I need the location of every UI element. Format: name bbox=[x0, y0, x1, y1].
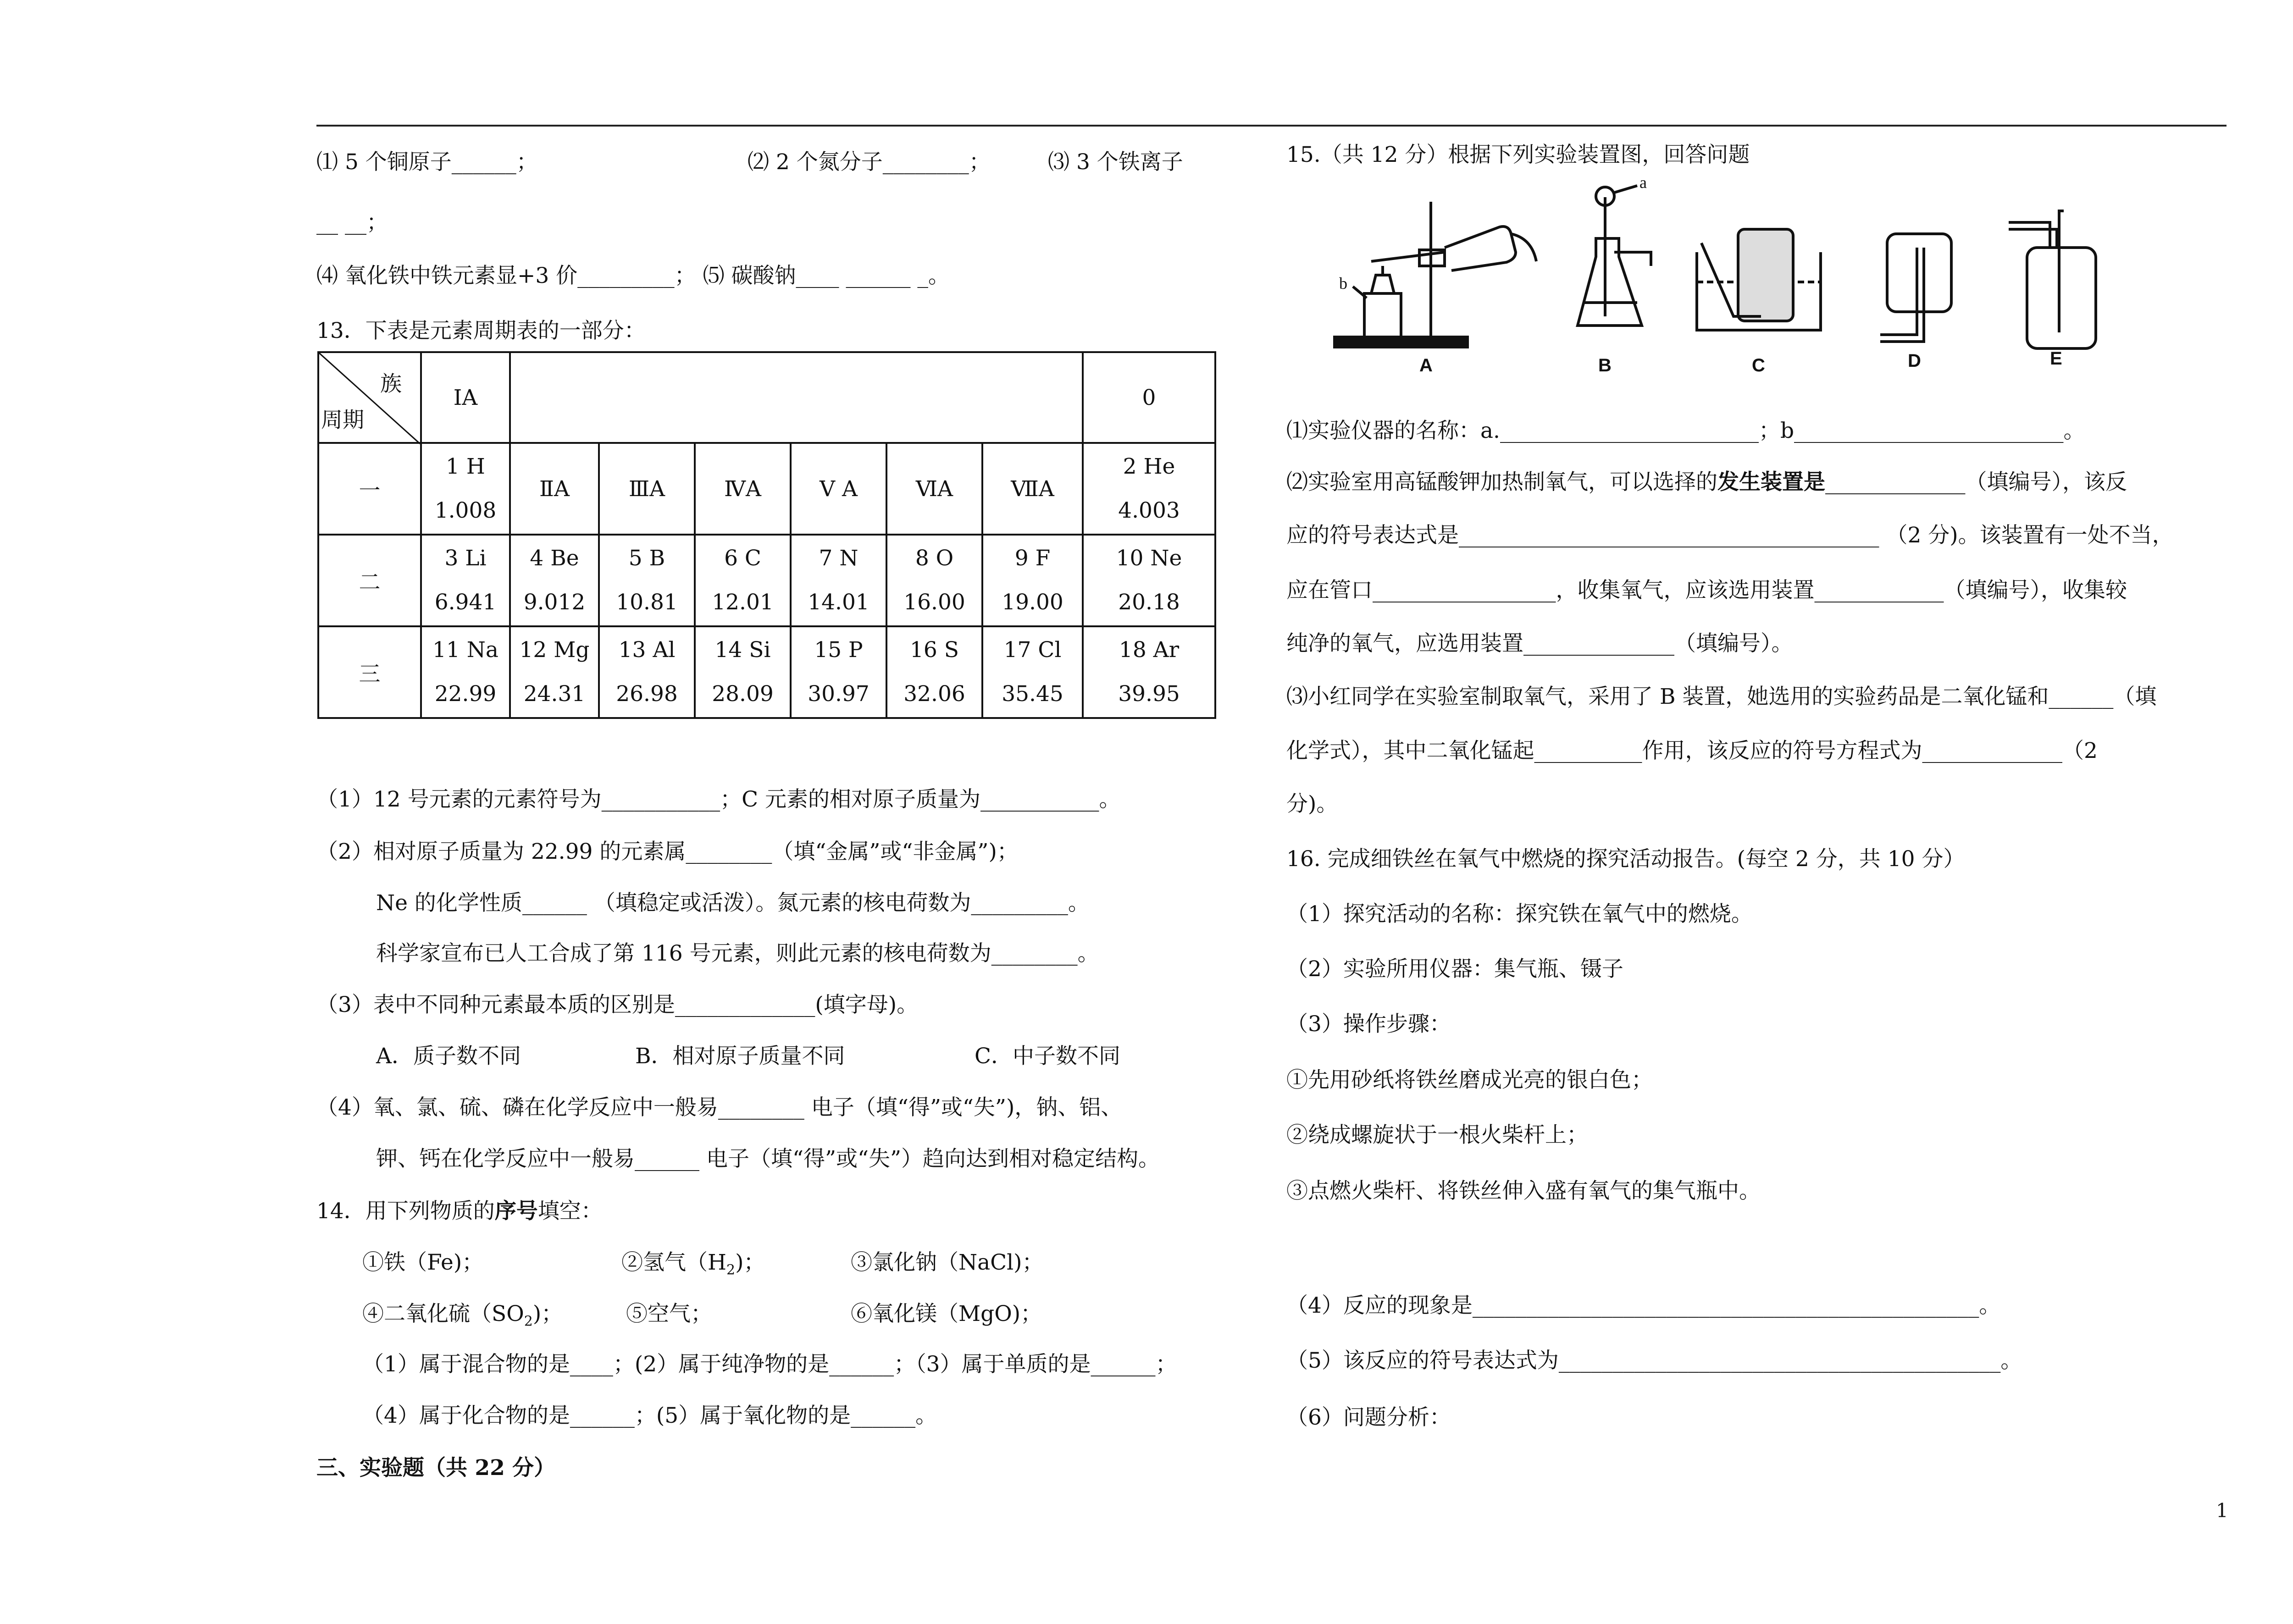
label-d: D bbox=[1908, 351, 1921, 371]
element-mass: 19.00 bbox=[1002, 590, 1063, 615]
element-cell bbox=[886, 535, 982, 626]
element-cell bbox=[791, 535, 886, 626]
q15-part3a: ⑶小红同学在实验室制取氧气，采用了 B 装置，她选用的实验药品是二氧化锰和______（填 bbox=[1286, 684, 2157, 709]
q14-item-4 bbox=[362, 1301, 563, 1334]
q15-part2d: 纯净的氧气，应选用装置______________（填编号）。 bbox=[1286, 631, 1793, 656]
element-cell bbox=[886, 626, 982, 718]
q12-line3: ⑷ 氧化铁中铁元素显+3 价_________； ⑸ 碳酸钠____ ______ _。 bbox=[316, 263, 950, 288]
q13-option-a: A．质子数不同 bbox=[376, 1044, 521, 1069]
element-symbol: 13 Al bbox=[618, 637, 676, 663]
label-b-lower: b bbox=[1339, 274, 1347, 293]
q15-part1: ⑴实验仪器的名称：a.________________________；b_________________________。 bbox=[1286, 418, 2085, 443]
element-mass: 26.98 bbox=[616, 681, 678, 707]
he-symbol: 2 He bbox=[1123, 454, 1175, 479]
element-symbol: 14 Si bbox=[714, 637, 771, 663]
q14-item-4-text: ④二氧化硫（SO bbox=[362, 1301, 524, 1326]
group-2a: ⅡA bbox=[510, 443, 599, 535]
q12-line1a: ⑴ 5 个铜原子______； bbox=[316, 149, 538, 175]
element-cell bbox=[599, 626, 695, 718]
q16-part3: （3）操作步骤： bbox=[1286, 1011, 1451, 1037]
q15-part3b: 化学式），其中二氧化锰起__________作用，该反应的符号方程式为_____________（2 bbox=[1286, 738, 2098, 763]
q13-title: 13．下表是元素周期表的一部分： bbox=[316, 318, 646, 343]
q15-part2a-text: ⑵实验室用高锰酸钾加热制氧气，可以选择的 bbox=[1286, 470, 1717, 495]
q16-step2: ②绕成螺旋状于一根火柴杆上； bbox=[1286, 1122, 1588, 1148]
header-zu: 族 bbox=[380, 371, 402, 397]
element-mass: 9.012 bbox=[523, 590, 586, 615]
element-symbol: 11 Na bbox=[432, 637, 498, 663]
cell-he bbox=[1083, 443, 1215, 535]
table-corner bbox=[318, 352, 421, 443]
q14-item-4-end: )； bbox=[532, 1301, 563, 1326]
q14-item-4-sub: 2 bbox=[524, 1313, 533, 1330]
q12-line2: __ __； bbox=[316, 210, 388, 235]
element-cell bbox=[695, 626, 791, 718]
element-cell bbox=[421, 535, 510, 626]
element-symbol: 7 N bbox=[819, 546, 858, 571]
apparatus-a bbox=[1335, 202, 1536, 347]
element-mass: 10.81 bbox=[616, 590, 678, 615]
element-cell bbox=[791, 626, 886, 718]
group-5a: Ⅴ A bbox=[791, 443, 886, 535]
element-symbol: 8 O bbox=[915, 546, 954, 571]
element-cell bbox=[695, 535, 791, 626]
element-cell bbox=[1083, 535, 1215, 626]
q16-step1: ①先用砂纸将铁丝磨成光亮的银白色； bbox=[1286, 1067, 1653, 1093]
q16-part1: （1）探究活动的名称：探究铁在氧气中的燃烧。 bbox=[1286, 901, 1753, 927]
element-cell bbox=[510, 626, 599, 718]
q12-line1b: ⑵ 2 个氮分子________； bbox=[748, 149, 991, 175]
q13-part1: （1）12 号元素的元素符号为___________；C 元素的相对原子质量为___________。 bbox=[316, 787, 1121, 812]
element-mass: 20.18 bbox=[1118, 590, 1180, 615]
element-symbol: 16 S bbox=[910, 637, 959, 663]
q14-item-2 bbox=[621, 1250, 765, 1283]
q14-questions-1: （1）属于混合物的是____；(2）属于纯净物的是______；（3）属于单质的是______； bbox=[362, 1352, 1177, 1377]
element-mass: 24.31 bbox=[523, 681, 586, 707]
q14-item-2-end: )； bbox=[735, 1250, 765, 1275]
group-3a: ⅢA bbox=[599, 443, 695, 535]
element-mass: 30.97 bbox=[808, 681, 870, 707]
apparatus-figure bbox=[1321, 173, 2100, 376]
element-mass: 6.941 bbox=[434, 590, 497, 615]
q12-line1c: ⑶ 3 个铁离子 bbox=[1048, 149, 1183, 175]
element-cell bbox=[982, 535, 1083, 626]
header-0: 0 bbox=[1083, 352, 1215, 443]
periodic-table bbox=[317, 351, 1216, 719]
q14-item-3: ③氯化钠（NaCl)； bbox=[851, 1250, 1044, 1275]
header-blank bbox=[510, 352, 1083, 443]
element-symbol: 3 Li bbox=[444, 546, 487, 571]
element-mass: 28.09 bbox=[712, 681, 774, 707]
section-3-heading: 三、实验题（共 22 分） bbox=[316, 1455, 556, 1480]
q15-part2a-end: _____________（填编号），该反 bbox=[1825, 470, 2127, 495]
he-mass: 4.003 bbox=[1118, 498, 1180, 523]
q15-part2b: 应的符号表达式是_______________________________________ （2 分)。该装置有一处不当， bbox=[1286, 523, 2174, 548]
label-c: C bbox=[1752, 355, 1765, 376]
group-6a: ⅥA bbox=[886, 443, 982, 535]
element-mass: 35.45 bbox=[1002, 681, 1063, 707]
q14-item-5: ⑤空气； bbox=[626, 1301, 712, 1326]
q16-step3: ③点燃火柴杆、将铁丝伸入盛有氧气的集气瓶中。 bbox=[1286, 1178, 1761, 1204]
element-symbol: 15 P bbox=[814, 637, 863, 663]
q15-part2c: 应在管口_________________，收集氧气，应该选用装置____________（填编号），收集较 bbox=[1286, 578, 2127, 603]
q14-item-1: ①铁（Fe)； bbox=[362, 1250, 484, 1275]
element-symbol: 18 Ar bbox=[1119, 637, 1180, 663]
q13-part3: （3）表中不同种元素最本质的区别是_____________(填字母)。 bbox=[316, 992, 919, 1017]
apparatus-b bbox=[1578, 186, 1651, 326]
element-symbol: 17 Cl bbox=[1003, 637, 1062, 663]
label-a-lower: a bbox=[1639, 173, 1647, 192]
q15-part3c: 分)。 bbox=[1286, 791, 1338, 817]
apparatus-d bbox=[1880, 234, 1951, 342]
apparatus-c bbox=[1697, 229, 1821, 330]
element-symbol: 12 Mg bbox=[519, 637, 590, 663]
element-mass: 12.01 bbox=[712, 590, 774, 615]
q15-title: 15.（共 12 分）根据下列实验装置图，回答问题 bbox=[1286, 142, 1750, 167]
q16-title: 16. 完成细铁丝在氧气中燃烧的探究活动报告。(每空 2 分，共 10 分） bbox=[1286, 846, 1965, 872]
q15-part2a bbox=[1286, 470, 2127, 495]
group-7a: ⅦA bbox=[982, 443, 1083, 535]
element-symbol: 9 F bbox=[1014, 546, 1051, 571]
header-zhouqi: 周期 bbox=[321, 408, 364, 433]
q13-part2a: （2）相对原子质量为 22.99 的元素属________（填“金属”或“非金属”)； bbox=[316, 839, 1019, 864]
h-symbol: 1 H bbox=[446, 454, 485, 479]
q13-part2c: 科学家宣布已人工合成了第 116 号元素，则此元素的核电荷数为________。 bbox=[376, 941, 1099, 966]
cell-h bbox=[421, 443, 510, 535]
element-cell bbox=[421, 626, 510, 718]
element-mass: 39.95 bbox=[1118, 681, 1180, 707]
q16-part4: （4）反应的现象是_______________________________________________。 bbox=[1286, 1293, 2001, 1318]
element-cell bbox=[982, 626, 1083, 718]
period-3: 三 bbox=[318, 626, 421, 718]
q14-item-6: ⑥氧化镁（MgO)； bbox=[851, 1301, 1042, 1326]
element-symbol: 4 Be bbox=[530, 546, 579, 571]
element-symbol: 6 C bbox=[724, 546, 761, 571]
label-e: E bbox=[2050, 348, 2062, 369]
page-number: 1 bbox=[2216, 1499, 2228, 1522]
label-b: B bbox=[1598, 355, 1612, 376]
q14-title bbox=[316, 1199, 603, 1224]
period-1: 一 bbox=[318, 443, 421, 535]
q14-title-c: 填空： bbox=[537, 1199, 603, 1224]
element-symbol: 10 Ne bbox=[1116, 546, 1182, 571]
q13-option-c: C．中子数不同 bbox=[975, 1044, 1120, 1069]
element-mass: 16.00 bbox=[903, 590, 965, 615]
element-mass: 14.01 bbox=[808, 590, 870, 615]
h-mass: 1.008 bbox=[434, 498, 497, 523]
header-1a: IA bbox=[421, 352, 510, 443]
element-mass: 32.06 bbox=[903, 681, 965, 707]
q14-item-2-sub: 2 bbox=[726, 1262, 736, 1278]
apparatus-e bbox=[2009, 211, 2096, 348]
period-2: 二 bbox=[318, 535, 421, 626]
element-mass: 22.99 bbox=[434, 681, 497, 707]
q16-part6: （6）问题分析： bbox=[1286, 1405, 1451, 1430]
q15-part2a-bold: 发生装置是 bbox=[1717, 470, 1825, 495]
label-a: A bbox=[1419, 355, 1433, 376]
element-cell bbox=[1083, 626, 1215, 718]
q14-questions-2: （4）属于化合物的是______；(5）属于氧化物的是______。 bbox=[362, 1403, 937, 1428]
element-symbol: 5 B bbox=[628, 546, 665, 571]
q14-title-bold: 序号 bbox=[494, 1199, 538, 1224]
group-4a: ⅣA bbox=[695, 443, 791, 535]
q16-part5: （5）该反应的符号表达式为_________________________________________。 bbox=[1286, 1348, 2022, 1373]
q13-option-b: B．相对原子质量不同 bbox=[635, 1044, 845, 1069]
header-rule bbox=[316, 125, 2227, 127]
q16-part2: （2）实验所用仪器：集气瓶、镊子 bbox=[1286, 956, 1623, 982]
q13-part4a: （4）氧、氯、硫、磷在化学反应中一般易________ 电子（填“得”或“失”)，钠、铝、 bbox=[316, 1095, 1123, 1120]
q14-item-2-text: ②氢气（H bbox=[621, 1250, 726, 1275]
element-cell bbox=[599, 535, 695, 626]
q14-title-a: 14．用下列物质的 bbox=[316, 1199, 495, 1224]
q13-part4b: 钾、钙在化学反应中一般易______ 电子（填“得”或“失”）趋向达到相对稳定结构。 bbox=[376, 1146, 1160, 1171]
element-cell bbox=[510, 535, 599, 626]
q13-part2b: Ne 的化学性质______ （填稳定或活泼）。氮元素的核电荷数为_________。 bbox=[376, 890, 1090, 916]
